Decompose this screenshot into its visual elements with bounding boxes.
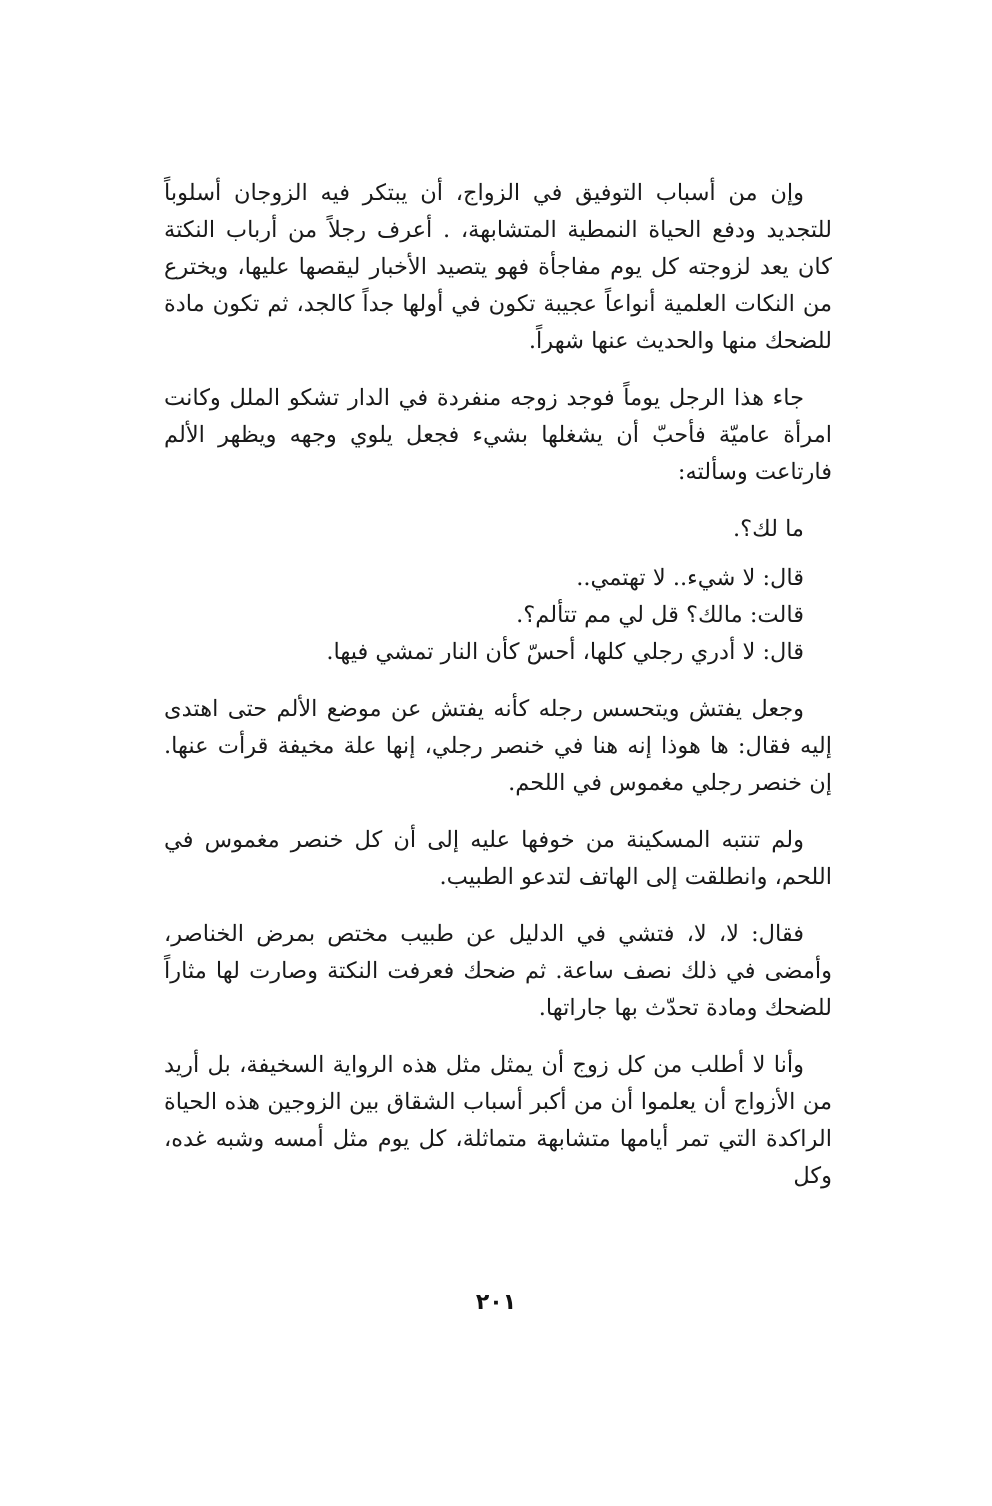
dialogue-line: ما لك؟.: [733, 516, 804, 542]
paragraph-little-toe: وجعل يفتش ويتحسس رجله كأنه يفتش عن موضع الألم حتى اهتدى إليه فقال: ها هوذا إنه هنا في خنصر رجلي، إنها علة مخيفة قرأت عنها. إن خنصر رجلي مغموس في اللحم.: [164, 696, 832, 796]
paragraph-marriage-renewal: وإن من أسباب التوفيق في الزواج، أن يبتكر فيه الزوجان أسلوباً للتجديد ودفع الحياة النمطية المتشابهة، . أعرف رجلاً من أرباب النكتة كان يعد لزوجته كل يوم مفاجأة فهو يتصيد الأخبار ليقصها عليها، ويخترع من النكات العلمية أنواعاً عجيبة تكون في أولها جداً كالجد، ثم تكون مادة للضحك منها والحديث عنها شهراً.: [164, 180, 832, 354]
paragraph-husband-story: جاء هذا الرجل يوماً فوجد زوجه منفردة في الدار تشكو الملل وكانت امرأة عاميّة فأحبّ أن يشغلها بشيء فجعل يلوي وجهه ويظهر الألم فارتاعت وسألته:: [164, 385, 832, 485]
dialogue-block: [164, 511, 832, 671]
page-number: ٢٠١: [475, 1290, 517, 1315]
page-body: [164, 175, 832, 1215]
dialogue-line: قال: لا شيء.. لا تهتمي..: [576, 565, 804, 591]
paragraph-wife-phone: ولم تنتبه المسكينة من خوفها عليه إلى أن كل خنصر مغموس في اللحم، وانطلقت إلى الهاتف لتدعو الطبيب.: [164, 827, 832, 890]
paragraph-stagnant-life: وأنا لا أطلب من كل زوج أن يمثل مثل هذه الرواية السخيفة، بل أريد من الأزواج أن يعلموا أن من أكبر أسباب الشقاق بين الزوجين هذه الحياة الراكدة التي تمر أيامها متشابهة متماثلة، كل يوم مثل أمسه وشبه غده، وكل: [164, 1052, 832, 1189]
paragraph-doctor-search: فقال: لا، لا، فتشي في الدليل عن طبيب مختص بمرض الخناصر، وأمضى في ذلك نصف ساعة. ثم ضحك فعرفت النكتة وصارت لها مثاراً للضحك ومادة تحدّث بها جاراتها.: [164, 921, 832, 1021]
dialogue-line: قالت: مالك؟ قل لي مم تتألم؟.: [516, 602, 804, 628]
dialogue-line: قال: لا أدري رجلي كلها، أحسّ كأن النار تمشي فيها.: [326, 639, 804, 665]
